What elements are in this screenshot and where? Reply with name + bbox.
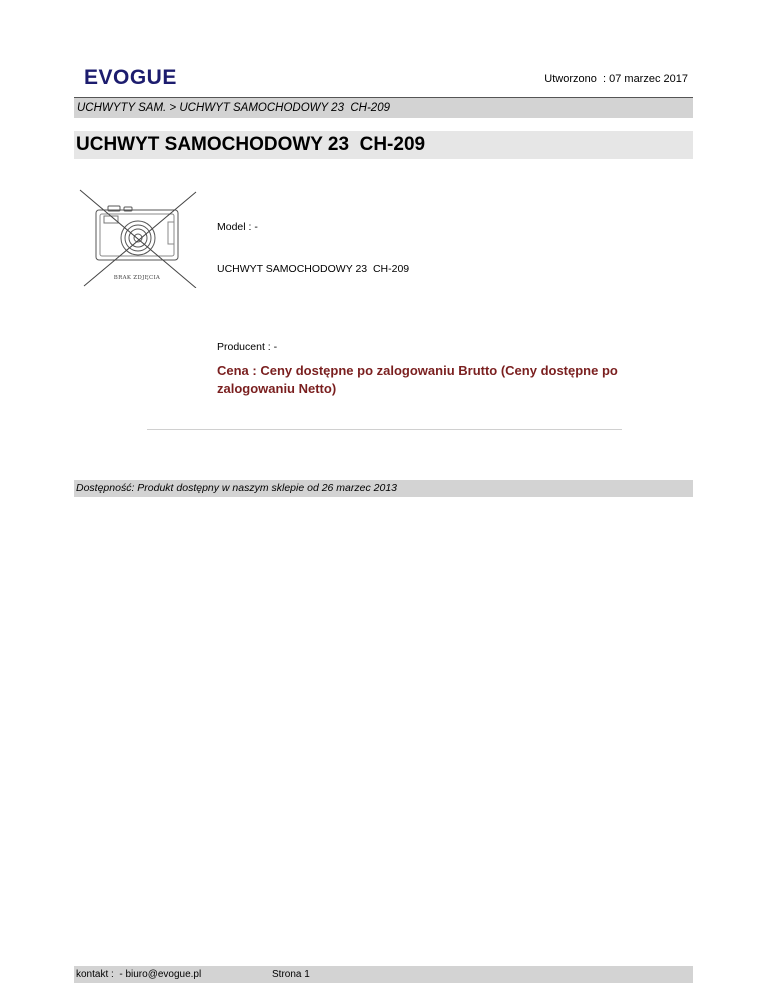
page-number: Strona 1	[272, 969, 310, 980]
model-value: UCHWYT SAMOCHODOWY 23 CH-209	[217, 263, 410, 275]
no-photo-camera-icon	[74, 186, 200, 288]
footer-bar	[74, 966, 693, 983]
producer-label: Producent : -	[217, 341, 278, 353]
price-text: Cena : Ceny dostępne po zalogowaniu Brutto (Ceny dostępne po zalogowaniu Netto)	[217, 363, 618, 396]
page-title: UCHWYT SAMOCHODOWY 23 CH-209	[74, 131, 693, 159]
divider	[147, 429, 622, 430]
model-label: Model : -	[217, 221, 258, 233]
image-caption: BRAK ZDJĘCIA	[113, 275, 161, 281]
product-info	[217, 192, 409, 368]
created-value: : 07 marzec 2017	[603, 73, 688, 85]
created-date	[544, 73, 688, 85]
product-image-placeholder	[74, 186, 200, 288]
availability-bar: Dostępność: Produkt dostępny w naszym sklepie od 26 marzec 2013	[74, 480, 693, 497]
contact-email-link[interactable]: kontakt : - biuro@evogue.pl	[76, 969, 202, 980]
breadcrumb[interactable]: UCHWYTY SAM. > UCHWYT SAMOCHODOWY 23 CH-209	[74, 97, 693, 118]
brand-logo: EVOGUE	[84, 66, 177, 89]
created-label: Utworzono	[544, 73, 597, 85]
info-spacer	[217, 304, 409, 312]
